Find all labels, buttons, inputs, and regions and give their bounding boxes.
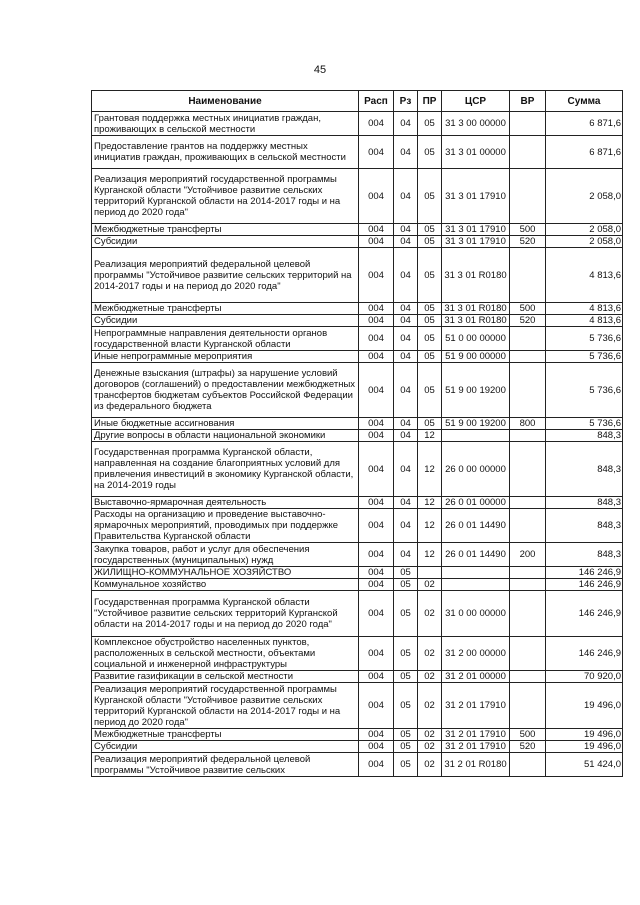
cell-vr: 800	[510, 418, 546, 430]
cell-rz: 04	[394, 430, 418, 442]
table-row	[92, 591, 623, 637]
cell-rz: 05	[394, 579, 418, 591]
cell-pr: 12	[418, 509, 442, 543]
cell-vr: 500	[510, 729, 546, 741]
cell-rz: 05	[394, 741, 418, 753]
cell-pr: 02	[418, 591, 442, 637]
table-row	[92, 671, 623, 683]
cell-sum: 19 496,0	[546, 683, 623, 729]
cell-sum: 848,3	[546, 497, 623, 509]
table-row	[92, 248, 623, 303]
cell-rz: 05	[394, 729, 418, 741]
cell-rasp: 004	[359, 112, 394, 136]
cell-sum: 6 871,6	[546, 112, 623, 136]
cell-csr: 31 2 01 00000	[442, 671, 510, 683]
cell-pr: 05	[418, 224, 442, 236]
cell-csr: 26 0 01 14490	[442, 543, 510, 567]
cell-name: Реализация мероприятий государственной программы Курганской области "Устойчивое развитие сельских территорий Курганской области на 2014-2017 годы и на период до 2020 года"	[92, 169, 359, 224]
cell-csr	[442, 430, 510, 442]
cell-csr: 31 2 00 00000	[442, 637, 510, 671]
cell-csr: 31 0 00 00000	[442, 591, 510, 637]
cell-vr	[510, 327, 546, 351]
cell-name: Реализация мероприятий федеральной целевой программы "Устойчивое развитие сельских	[92, 753, 359, 777]
cell-csr: 31 3 01 R0180	[442, 303, 510, 315]
cell-pr: 05	[418, 418, 442, 430]
cell-rasp: 004	[359, 497, 394, 509]
cell-csr: 31 3 01 17910	[442, 236, 510, 248]
cell-name: Предоставление грантов на поддержку местных инициатив граждан, проживающих в сельской местности	[92, 136, 359, 169]
cell-csr: 51 9 00 00000	[442, 351, 510, 363]
cell-rasp: 004	[359, 729, 394, 741]
cell-rz: 04	[394, 315, 418, 327]
cell-vr: 500	[510, 224, 546, 236]
cell-sum: 5 736,6	[546, 351, 623, 363]
table-header-row	[92, 91, 623, 112]
cell-rasp: 004	[359, 579, 394, 591]
cell-sum: 2 058,0	[546, 224, 623, 236]
cell-name: Иные непрограммные мероприятия	[92, 351, 359, 363]
cell-rasp: 004	[359, 591, 394, 637]
cell-name: Закупка товаров, работ и услуг для обеспечения государственных (муниципальных) нужд	[92, 543, 359, 567]
cell-vr	[510, 248, 546, 303]
table-row	[92, 236, 623, 248]
cell-sum: 19 496,0	[546, 729, 623, 741]
cell-rasp: 004	[359, 248, 394, 303]
cell-name: Государственная программа Курганской области "Устойчивое развитие сельских территорий Курганской области на 2014-2017 годы и на период до 2020 года"	[92, 591, 359, 637]
cell-csr: 51 9 00 19200	[442, 363, 510, 418]
cell-vr	[510, 136, 546, 169]
cell-rz: 04	[394, 418, 418, 430]
cell-sum: 70 920,0	[546, 671, 623, 683]
cell-rz: 04	[394, 497, 418, 509]
cell-vr	[510, 351, 546, 363]
cell-pr: 12	[418, 497, 442, 509]
cell-name: Субсидии	[92, 236, 359, 248]
cell-vr	[510, 683, 546, 729]
cell-name: Межбюджетные трансферты	[92, 729, 359, 741]
cell-name: Выставочно-ярмарочная деятельность	[92, 497, 359, 509]
cell-rasp: 004	[359, 567, 394, 579]
cell-sum: 848,3	[546, 509, 623, 543]
cell-pr: 02	[418, 579, 442, 591]
cell-pr	[418, 567, 442, 579]
cell-pr: 12	[418, 543, 442, 567]
cell-name: Расходы на организацию и проведение выставочно-ярмарочных мероприятий, проводимых при поддержке Правительства Курганской области	[92, 509, 359, 543]
cell-rz: 04	[394, 224, 418, 236]
cell-rasp: 004	[359, 509, 394, 543]
cell-vr	[510, 363, 546, 418]
table-row	[92, 136, 623, 169]
cell-csr: 26 0 00 00000	[442, 442, 510, 497]
cell-rasp: 004	[359, 753, 394, 777]
cell-sum: 146 246,9	[546, 591, 623, 637]
cell-csr: 26 0 01 14490	[442, 509, 510, 543]
cell-pr: 05	[418, 327, 442, 351]
cell-sum: 4 813,6	[546, 303, 623, 315]
cell-sum: 5 736,6	[546, 418, 623, 430]
cell-rasp: 004	[359, 418, 394, 430]
cell-rasp: 004	[359, 671, 394, 683]
cell-rasp: 004	[359, 327, 394, 351]
cell-vr	[510, 169, 546, 224]
cell-name: Государственная программа Курганской области, направленная на создание благоприятных условий для привлечения инвестиций в экономику Курганской области, на 2014-2019 годы	[92, 442, 359, 497]
table-row	[92, 567, 623, 579]
cell-rasp: 004	[359, 543, 394, 567]
cell-sum: 2 058,0	[546, 169, 623, 224]
cell-rz: 04	[394, 112, 418, 136]
cell-name: Комплексное обустройство населенных пунктов, расположенных в сельской местности, объектами социальной и инженерной инфраструктуры	[92, 637, 359, 671]
cell-vr: 520	[510, 741, 546, 753]
col-header-rz: Рз	[394, 91, 418, 112]
col-header-vr: ВР	[510, 91, 546, 112]
cell-sum: 4 813,6	[546, 315, 623, 327]
cell-vr	[510, 497, 546, 509]
cell-name: Коммунальное хозяйство	[92, 579, 359, 591]
table-row	[92, 683, 623, 729]
cell-pr: 05	[418, 248, 442, 303]
cell-vr: 520	[510, 236, 546, 248]
budget-table	[91, 90, 623, 777]
cell-name: Другие вопросы в области национальной экономики	[92, 430, 359, 442]
col-header-name: Наименование	[92, 91, 359, 112]
cell-rz: 04	[394, 327, 418, 351]
cell-rz: 04	[394, 136, 418, 169]
cell-rasp: 004	[359, 363, 394, 418]
cell-csr: 51 0 00 00000	[442, 327, 510, 351]
cell-pr: 05	[418, 315, 442, 327]
cell-csr: 31 2 01 17910	[442, 729, 510, 741]
cell-csr: 31 3 01 17910	[442, 169, 510, 224]
cell-rasp: 004	[359, 683, 394, 729]
cell-vr	[510, 509, 546, 543]
cell-pr: 02	[418, 729, 442, 741]
cell-sum: 146 246,9	[546, 579, 623, 591]
cell-rasp: 004	[359, 236, 394, 248]
cell-name: Денежные взыскания (штрафы) за нарушение условий договоров (соглашений) о предоставлении межбюджетных трансфертов бюджетам субъектов Российской Федерации из федерального бюджета	[92, 363, 359, 418]
cell-pr: 12	[418, 430, 442, 442]
table-row	[92, 729, 623, 741]
cell-pr: 05	[418, 236, 442, 248]
cell-rz: 05	[394, 637, 418, 671]
col-header-csr: ЦСР	[442, 91, 510, 112]
table-row	[92, 327, 623, 351]
table-row	[92, 509, 623, 543]
cell-rz: 05	[394, 683, 418, 729]
cell-csr: 31 2 01 17910	[442, 741, 510, 753]
cell-vr	[510, 591, 546, 637]
cell-vr	[510, 567, 546, 579]
cell-sum: 848,3	[546, 430, 623, 442]
cell-csr: 31 3 00 00000	[442, 112, 510, 136]
cell-rz: 05	[394, 591, 418, 637]
cell-rasp: 004	[359, 136, 394, 169]
cell-sum: 5 736,6	[546, 327, 623, 351]
cell-name: Субсидии	[92, 741, 359, 753]
cell-pr: 02	[418, 753, 442, 777]
cell-rz: 04	[394, 442, 418, 497]
cell-pr: 02	[418, 741, 442, 753]
cell-rasp: 004	[359, 351, 394, 363]
col-header-pr: ПР	[418, 91, 442, 112]
cell-csr: 31 3 01 R0180	[442, 248, 510, 303]
cell-sum: 19 496,0	[546, 741, 623, 753]
table-row	[92, 753, 623, 777]
cell-name: Межбюджетные трансферты	[92, 303, 359, 315]
cell-name: Межбюджетные трансферты	[92, 224, 359, 236]
cell-vr	[510, 753, 546, 777]
cell-vr	[510, 442, 546, 497]
cell-name: Реализация мероприятий государственной программы Курганской области "Устойчивое развитие сельских территорий Курганской области на 2014-2017 годы и на период до 2020 года"	[92, 683, 359, 729]
cell-rz: 05	[394, 671, 418, 683]
cell-csr: 26 0 01 00000	[442, 497, 510, 509]
table-row	[92, 224, 623, 236]
cell-pr: 05	[418, 351, 442, 363]
cell-name: Непрограммные направления деятельности органов государственной власти Курганской области	[92, 327, 359, 351]
table-row	[92, 418, 623, 430]
table-row	[92, 442, 623, 497]
cell-vr	[510, 112, 546, 136]
cell-rz: 04	[394, 169, 418, 224]
cell-sum: 4 813,6	[546, 248, 623, 303]
table-row	[92, 497, 623, 509]
cell-sum: 51 424,0	[546, 753, 623, 777]
cell-rz: 05	[394, 567, 418, 579]
cell-rz: 04	[394, 351, 418, 363]
cell-name: Грантовая поддержка местных инициатив граждан, проживающих в сельской местности	[92, 112, 359, 136]
cell-rz: 04	[394, 543, 418, 567]
cell-sum: 848,3	[546, 543, 623, 567]
cell-vr	[510, 637, 546, 671]
cell-vr	[510, 671, 546, 683]
table-row	[92, 543, 623, 567]
cell-name: Субсидии	[92, 315, 359, 327]
cell-name: ЖИЛИЩНО-КОММУНАЛЬНОЕ ХОЗЯЙСТВО	[92, 567, 359, 579]
cell-sum: 848,3	[546, 442, 623, 497]
cell-pr: 02	[418, 671, 442, 683]
cell-rz: 04	[394, 509, 418, 543]
cell-vr: 520	[510, 315, 546, 327]
cell-csr: 31 3 01 R0180	[442, 315, 510, 327]
cell-rasp: 004	[359, 637, 394, 671]
cell-vr	[510, 430, 546, 442]
cell-rz: 05	[394, 753, 418, 777]
cell-sum: 5 736,6	[546, 363, 623, 418]
table-row	[92, 351, 623, 363]
cell-pr: 05	[418, 303, 442, 315]
col-header-sum: Сумма	[546, 91, 623, 112]
page-number: 45	[313, 64, 327, 76]
cell-csr: 51 9 00 19200	[442, 418, 510, 430]
cell-pr: 05	[418, 363, 442, 418]
cell-rasp: 004	[359, 442, 394, 497]
cell-sum: 146 246,9	[546, 567, 623, 579]
cell-pr: 05	[418, 136, 442, 169]
cell-rasp: 004	[359, 224, 394, 236]
cell-csr: 31 3 01 00000	[442, 136, 510, 169]
cell-name: Развитие газификации в сельской местности	[92, 671, 359, 683]
cell-sum: 6 871,6	[546, 136, 623, 169]
cell-name: Реализация мероприятий федеральной целевой программы "Устойчивое развитие сельских территорий на 2014-2017 годы и на период до 2020 года"	[92, 248, 359, 303]
cell-rz: 04	[394, 248, 418, 303]
cell-rasp: 004	[359, 430, 394, 442]
cell-rz: 04	[394, 363, 418, 418]
cell-rasp: 004	[359, 169, 394, 224]
cell-csr: 31 2 01 R0180	[442, 753, 510, 777]
cell-pr: 05	[418, 112, 442, 136]
col-header-rasp: Расп	[359, 91, 394, 112]
cell-csr: 31 2 01 17910	[442, 683, 510, 729]
table-row	[92, 741, 623, 753]
cell-vr	[510, 579, 546, 591]
cell-csr	[442, 579, 510, 591]
cell-pr: 02	[418, 637, 442, 671]
cell-sum: 146 246,9	[546, 637, 623, 671]
table-row	[92, 430, 623, 442]
table-row	[92, 579, 623, 591]
cell-rasp: 004	[359, 303, 394, 315]
cell-name: Иные бюджетные ассигнования	[92, 418, 359, 430]
cell-sum: 2 058,0	[546, 236, 623, 248]
cell-csr	[442, 567, 510, 579]
cell-pr: 05	[418, 169, 442, 224]
cell-pr: 02	[418, 683, 442, 729]
table-row	[92, 112, 623, 136]
cell-vr: 200	[510, 543, 546, 567]
cell-rz: 04	[394, 236, 418, 248]
cell-pr: 12	[418, 442, 442, 497]
cell-csr: 31 3 01 17910	[442, 224, 510, 236]
table-row	[92, 315, 623, 327]
table-row	[92, 169, 623, 224]
cell-rz: 04	[394, 303, 418, 315]
cell-rasp: 004	[359, 741, 394, 753]
cell-vr: 500	[510, 303, 546, 315]
table-row	[92, 303, 623, 315]
table-row	[92, 637, 623, 671]
cell-rasp: 004	[359, 315, 394, 327]
table-row	[92, 363, 623, 418]
